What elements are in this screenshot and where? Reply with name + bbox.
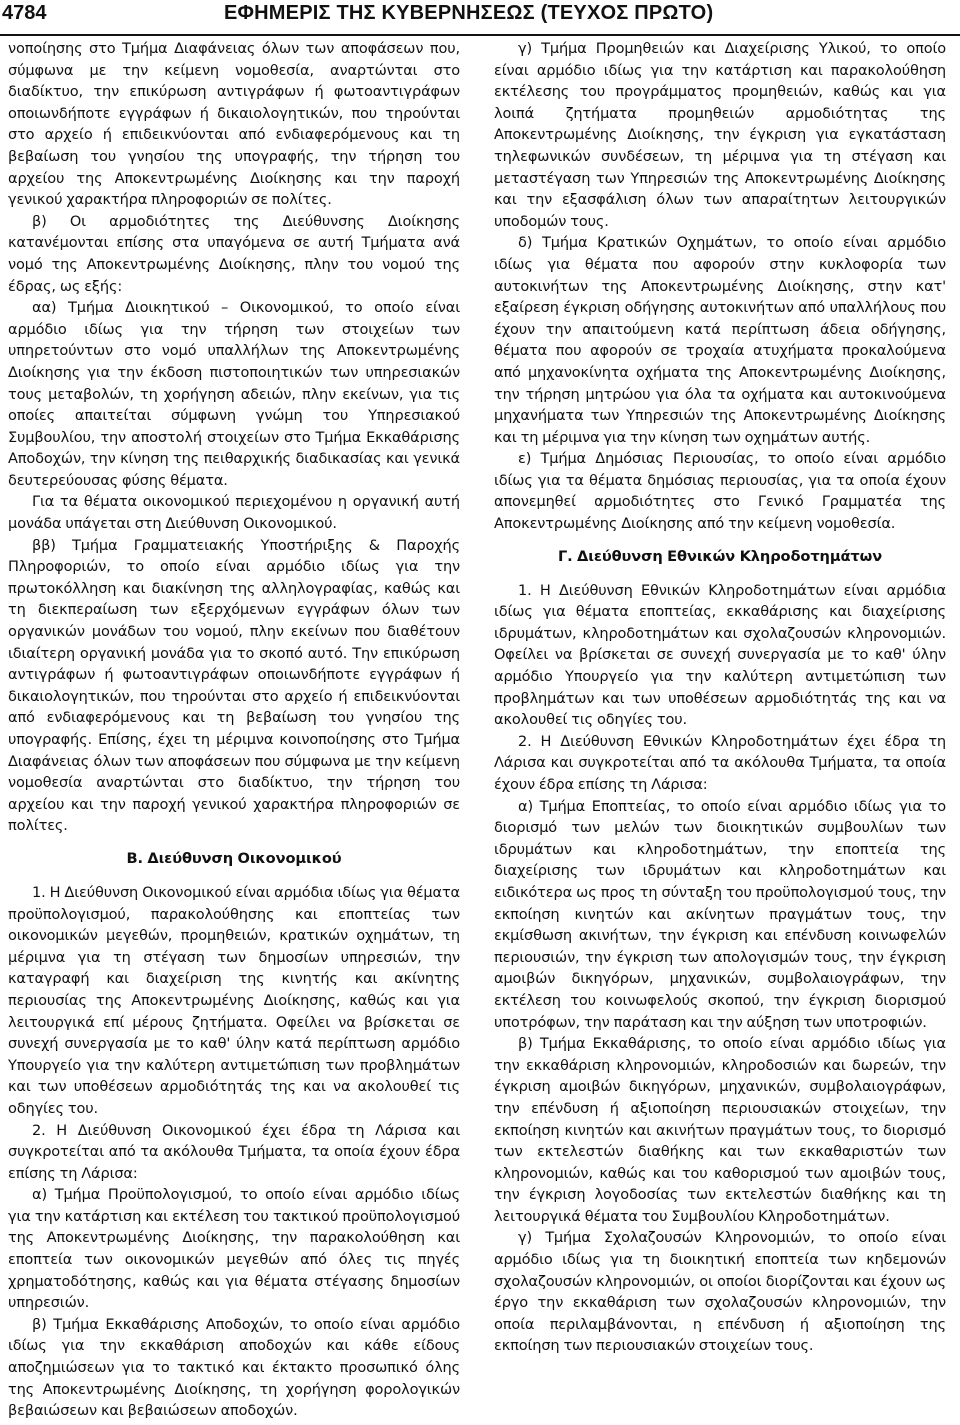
section-heading-b: Β. Διεύθυνση Οικονομικού: [126, 849, 342, 867]
section-heading-c: Γ. Διεύθυνση Εθνικών Κληροδοτημάτων: [557, 547, 883, 565]
paragraph: ββ) Τμήμα Γραμματειακής Υποστήριξης & Παροχής Πληροφοριών, το οποίο είναι αρμόδιο ιδίως για την πρωτοκόλληση και διακίνηση της αλληλογραφίας, καθώς και τη διεκπεραίωση των εξερχόμενων εγγράφων όλων των οργανικών μονάδων του νομού, πλην εκείνων που διαθέτουν ιδιαίτερη οργανική μονάδα για το σκοπό αυτό. Την επικύρωση αντιγράφων ή φωτοαντιγράφων οποιωνδήποτε εγγράφων ή δικαιολογητικών, που τηρούνται στο αρχείο ή επιδεικνύονται από ενδιαφερόμενους και τη βεβαίωση του γνησίου της υπογραφής. Επίσης, έχει τη μέριμνα κοινοποίησης στο Τμήμα Διαφάνειας όλων των αποφάσεων που σύμφωνα με την κείμενη νομοθεσία αναρτώνται στο διαδίκτυο, την τήρηση του αρχείου και την παροχή γενικού χαρακτήρα πληροφοριών σε πολίτες.: [8, 536, 460, 835]
paragraph: α) Τμήμα Προϋπολογισμού, το οποίο είναι αρμόδιο ιδίως για την κατάρτιση και εκτέλεση του τακτικού προϋπολογισμού της Αποκεντρωμένης Διοίκησης, την παρακολούθηση και εποπτεία των οικονομικών μεγεθών από όλες τις πηγές χρηματοδότησης, καθώς και για θέματα στέγασης δημοσίων υπηρεσιών.: [8, 1186, 460, 1312]
paragraph: β) Τμήμα Εκκαθάρισης Αποδοχών, το οποίο είναι αρμόδιο ιδίως για την εκκαθάριση αποδοχών και κάθε είδους αποζημιώσεων για το τακτικό και έκτακτο προσωπικό όλης της Αποκεντρωμένης Διοίκησης, τη χορήγηση φορολογικών βεβαιώσεων και βεβαιώσεων αποδοχών.: [8, 1315, 460, 1418]
paragraph: α) Τμήμα Εποπτείας, το οποίο είναι αρμόδιο ιδίως για το διορισμό των μελών των διοικητικών συμβουλίων των ιδρυμάτων και κληροδοτημάτων, την εποπτεία της διαχείρισης των ιδρυμάτων και κληροδοτημάτων και ειδικότερα ως προς τη σύνταξη του προϋπολογισμού τους, την εκποίηση κινητών και ακίνητων πραγμάτων τους, την εκμίσθωση ακινήτων, την έγκριση και επένδυση κοινωφελών περιουσιών, την έγκριση των απολογισμών τους, την έγκριση αμοιβών δικηγόρων, μηχανικών, συμβολαιογράφων, την εκτέλεση του κοινωφελούς σκοπού, την έγκριση διορισμού υποτρόφων, την παράταση και την αύξηση των υποτροφιών.: [494, 797, 946, 1031]
paragraph: 1. Η Διεύθυνση Οικονομικού είναι αρμόδια ιδίως για θέματα προϋπολογισμού, παρακολούθησης και εποπτείας των οικονομικών μεγεθών, προμηθειών, κρατικών οχημάτων, τη μέριμνα για τη στέγαση των δημοσίων υπηρεσιών, την καταγραφή και διαχείριση της κινητής και ακίνητης περιουσίας της Αποκεντρωμένης Διοίκησης, καθώς και για λειτουργικά επί μέρους ζητήματα. Οφείλει να βρίσκεται σε συνεχή συνεργασία με το καθ' ύλην κατά περίπτωση αρμόδιο Υπουργείο για την καλύτερη αντιμετώπιση των προβλημάτων και των υποθέσεων αρμοδιότητάς της και να ακολουθεί τις οδηγίες του.: [8, 883, 460, 1117]
paragraph: γ) Τμήμα Προμηθειών και Διαχείρισης Υλικού, το οποίο είναι αρμόδιο ιδίως για την κατάρτιση και παρακολούθηση εκτέλεσης του προγράμματος προμηθειών, καθώς και για λοιπά ζητήματα προμηθειών αρμοδιότητας της Αποκεντρωμένης Διοίκησης, την έγκριση για εγκατάσταση τηλεφωνικών συνδέσεων, τη μέριμνα για τη στέγαση και μεταστέγαση των Υπηρεσιών της Αποκεντρωμένης Διοίκησης και την εξασφάλιση όλων των απαραίτητων λειτουργικών υποδομών τους.: [494, 40, 946, 230]
paragraph: αα) Τμήμα Διοικητικού – Οικονομικού, το οποίο είναι αρμόδιο ιδίως για την τήρηση των στοιχείων των υπηρετούντων στο νομό υπαλλήλων της Αποκεντρωμένης Διοίκησης για την έκδοση πιστοποιητικών των υπηρεσιακών τους μεταβολών, τη χορήγηση αδειών, πλην εκείνων, για τις οποίες απαιτείται σύμφωνη γνώμη του Υπηρεσιακού Συμβουλίου, την αποστολή στοιχείων στο Τμήμα Εκκαθάρισης Αποδοχών, την κίνηση της πειθαρχικής διαδικασίας και γενικά δευτερεύουσας φύσης θέματα.: [8, 299, 460, 489]
paragraph: 2. Η Διεύθυνση Εθνικών Κληροδοτημάτων έχει έδρα τη Λάρισα και συγκροτείται από τα ακόλουθα Τμήματα, τα οποία έχουν έδρα επίσης τη Λάρισα:: [494, 732, 946, 793]
right-column: [494, 38, 946, 1418]
paragraph: γ) Τμήμα Σχολαζουσών Κληρονομιών, το οποίο είναι αρμόδιο ιδίως για τη διοικητική εποπτεία των κηδεμονών σχολαζουσών κληρονομιών, οι οποίοι διορίζονται και έχουν ως έργο την εκκαθάριση των σχολαζουσών κληρονομιών, την οποία περιλαμβάνονται, η επένδυση ή αξιοποίηση της εκποίηση των περιουσιακών στοιχείων τους.: [494, 1229, 946, 1355]
page-number: 4784: [2, 2, 47, 24]
gazette-title: ΕΦΗΜΕΡΙΣ ΤΗΣ ΚΥΒΕΡΝΗΣΕΩΣ (ΤΕΥΧΟΣ ΠΡΩΤΟ): [224, 2, 714, 24]
page-header: [2, 2, 960, 32]
paragraph: β) Τμήμα Εκκαθάρισης, το οποίο είναι αρμόδιο ιδίως για την εκκαθάριση κληρονομιών, κληροδοσιών και δωρεών, την έγκριση αμοιβών δικηγόρων, μηχανικών, συμβολαιογράφων, την επένδυση ή αξιοποίηση περιουσιακών στοιχείων, την εκποίηση κινητών και ακινήτων πραγμάτων τους, το διορισμό των εκτελεστών διαθήκης και των εκκαθαριστών των κληρονομιών, καθώς και του καθορισμού των αμοιβών τους, την έγκριση λογοδοσίας των εκτελεστών διαθήκης και τη λειτουργικά θέματα του Συμβουλίου Κληροδοτημάτων.: [494, 1035, 946, 1225]
paragraph: Για τα θέματα οικονομικού περιεχομένου η οργανική αυτή μονάδα υπάγεται στη Διεύθυνση Οικονομικού.: [8, 493, 460, 533]
paragraph: νοποίησης στο Τμήμα Διαφάνειας όλων των αποφάσεων που, σύμφωνα με την κείμενη νομοθεσία, αναρτώνται στο διαδίκτυο, την επικύρωση αντιγράφων ή φωτοαντιγράφων οποιωνδήποτε εγγράφων ή δικαιολογητικών, που τηρούνται στο αρχείο ή επιδεικνύονται από ενδιαφερόμενους και τη βεβαίωση του γνησίου της υπογραφής, την τήρηση του αρχείου της Αποκεντρωμένης Διοίκησης και την παροχή γενικού χαρακτήρα πληροφοριών σε πολίτες.: [8, 40, 460, 209]
header-rule: [0, 34, 960, 36]
paragraph: δ) Τμήμα Κρατικών Οχημάτων, το οποίο είναι αρμόδιο ιδίως για θέματα που αφορούν στην κυκλοφορία των αυτοκινήτων της Αποκεντρωμένης Διοίκησης, στην κατ' εξαίρεση έγκριση οδήγησης αυτοκινήτων από υπαλλήλους που έχουν την απαιτούμενη κατά περίπτωση άδεια οδήγησης, θέματα που αφορούν σε τροχαία ατυχήματα προκαλούμενα από μηχανοκίνητα οχήματα της Αποκεντρωμένης Διοίκησης, την τήρηση μητρώου για όλα τα οχήματα και αυτοκινούμενα μηχανήματα των Υπηρεσιών της Αποκεντρωμένης Διοίκησης και τη μέριμνα για την κίνηση των οχημάτων αυτής.: [494, 234, 946, 446]
paragraph: β) Οι αρμοδιότητες της Διεύθυνσης Διοίκησης κατανέμονται επίσης στα υπαγόμενα σε αυτή Τμήματα ανά νομό της Αποκεντρωμένης Διοίκησης, πλην του νομού της έδρας, ως εξής:: [8, 212, 460, 295]
paragraph: 1. Η Διεύθυνση Εθνικών Κληροδοτημάτων είναι αρμόδια ιδίως για θέματα εποπτείας, εκκαθάρισης και διαχείρισης ιδρυμάτων, κληροδοτημάτων και σχολαζουσών κληρονομιών. Οφείλει να βρίσκεται σε συνεχή συνεργασία με το καθ' ύλην αρμόδιο Υπουργείο για την καλύτερη αντιμετώπιση των προβλημάτων και των υποθέσεων αρμοδιότητάς της και να ακολουθεί τις οδηγίες του.: [494, 581, 946, 729]
paragraph: ε) Τμήμα Δημόσιας Περιουσίας, το οποίο είναι αρμόδιο ιδίως για τα θέματα δημόσιας περιουσίας, για τα οποία έχουν απονεμηθεί αρμοδιότητες στο Γενικό Γραμματέα της Αποκεντρωμένης Διοίκησης από την κείμενη νομοθεσία.: [494, 450, 946, 533]
paragraph: 2. Η Διεύθυνση Οικονομικού έχει έδρα τη Λάρισα και συγκροτείται από τα ακόλουθα Τμήματα, τα οποία έχουν έδρα επίσης τη Λάρισα:: [8, 1121, 460, 1182]
left-column: [8, 38, 460, 1418]
